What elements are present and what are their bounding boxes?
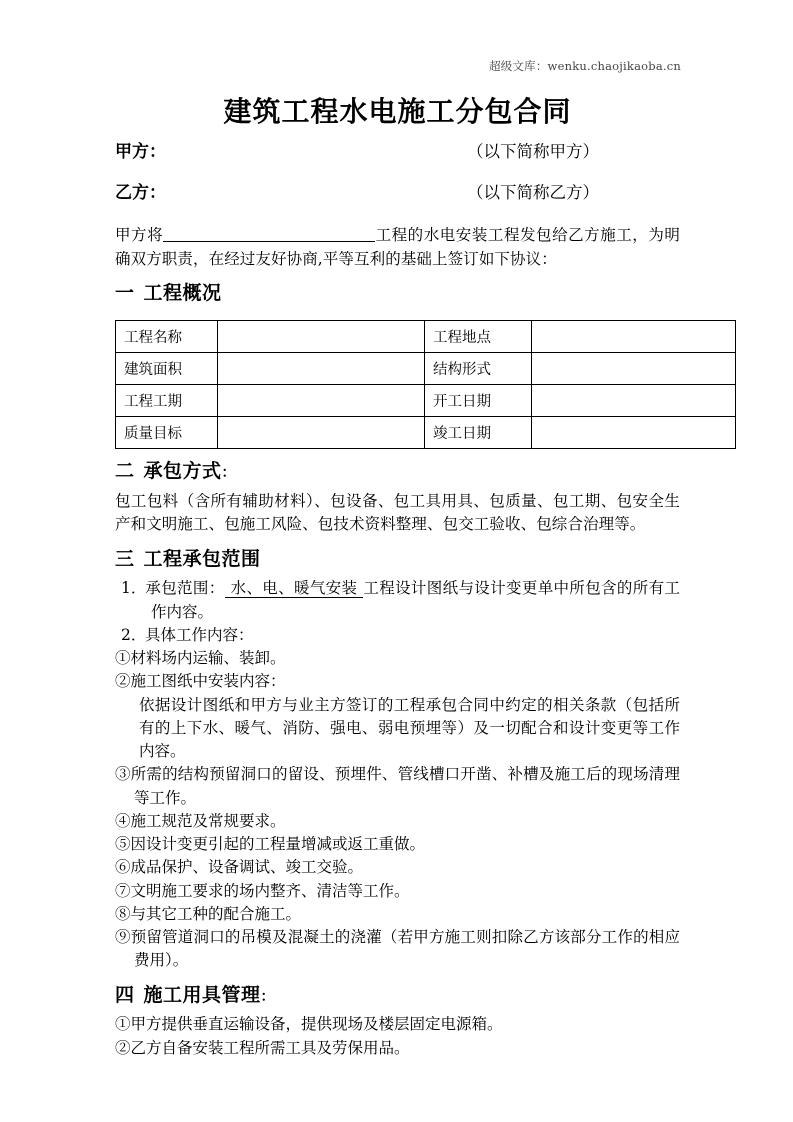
cell-value-project-name[interactable]	[218, 320, 425, 352]
list-item	[115, 1013, 680, 1036]
section4-circled-text-2: 乙方自备安装工程所需工具及劳保用品。	[130, 1038, 410, 1057]
circled-text-6: 成品保护、设备调试、竣工交验。	[130, 858, 364, 877]
site-credit-watermark: 超级文库：wenku.chaojikaoba.cn	[489, 59, 681, 73]
circled-marker-7: ⑦	[115, 881, 131, 900]
list-item	[115, 810, 680, 833]
table-row	[116, 416, 736, 448]
circled-text-1: 材料场内运输、装卸。	[130, 649, 286, 668]
section-heading-2	[115, 459, 680, 484]
cell-value-project-location[interactable]	[532, 320, 736, 352]
list-item	[115, 833, 680, 856]
section-heading-4	[115, 983, 680, 1008]
circled-marker-3: ③	[115, 765, 131, 784]
intro-suffix: 工程的水电安装工程发包给乙方施工，为明确双方职责，在经过友好协商,平等互利的基础上签订如下协议：	[115, 226, 680, 268]
item-marker-2: 2．	[121, 625, 147, 644]
cell-label-structure-type: 结构形式	[425, 352, 532, 384]
party-a-label: 甲方：	[115, 142, 166, 163]
circled-text-8: 与其它工种的配合施工。	[130, 904, 302, 923]
list-item	[115, 856, 680, 879]
cell-value-structure-type[interactable]	[532, 352, 736, 384]
circled-marker-9: ⑨	[115, 928, 131, 947]
circled-text-7: 文明施工要求的场内整齐、清洁等工作。	[130, 881, 410, 900]
section4-circled-marker-1: ①	[115, 1015, 131, 1034]
party-row-a	[115, 142, 680, 169]
cell-value-quality-goal[interactable]	[218, 416, 425, 448]
section-2-title: 承包方式	[143, 459, 222, 482]
list-item	[115, 880, 680, 903]
item-marker-1: 1．	[121, 579, 147, 598]
list-item	[115, 577, 680, 624]
table-row	[116, 320, 736, 352]
cell-label-project-location: 工程地点	[425, 320, 532, 352]
cell-value-start-date[interactable]	[532, 384, 736, 416]
circled-marker-1: ①	[115, 649, 131, 668]
scope-underlined-value[interactable]: 水、电、暖气安装	[225, 579, 364, 598]
cell-value-completion-date[interactable]	[532, 416, 736, 448]
circled-text-4: 施工规范及常规要求。	[130, 811, 286, 830]
party-b-alias: （以下简称乙方）	[467, 183, 599, 203]
section-2-paragraph: 包工包料（含所有辅助材料）、包设备、包工具用具、包质量、包工期、包安全生产和文明施工、包施工风险、包技术资料整理、包交工验收、包综合治理等。	[115, 491, 680, 534]
list-item	[115, 647, 680, 670]
list-item	[115, 903, 680, 926]
document-body	[115, 96, 680, 1060]
section4-circled-marker-2: ②	[115, 1038, 131, 1057]
cell-label-duration: 工程工期	[116, 384, 218, 416]
project-overview-table	[115, 320, 736, 449]
section-1-number: 一	[115, 282, 135, 305]
party-a-alias: （以下简称甲方）	[467, 142, 599, 162]
cell-label-building-area: 建筑面积	[116, 352, 218, 384]
circled-text-9: 预留管道洞口的吊模及混凝土的浇灌（若甲方施工则扣除乙方该部分工作的相应费用）。	[130, 928, 680, 970]
item-2-lead: 具体工作内容：	[145, 625, 254, 644]
list-item	[115, 763, 680, 810]
circled-marker-6: ⑥	[115, 858, 131, 877]
circled-text-5: 因设计变更引起的工程量增减或返工重做。	[130, 835, 426, 854]
section4-circled-text-1: 甲方提供垂直运输设备，提供现场及楼层固定电源箱。	[130, 1015, 503, 1034]
list-item	[115, 624, 680, 647]
circled-marker-2: ②	[115, 672, 131, 691]
party-b-label: 乙方：	[115, 183, 166, 204]
circled-marker-5: ⑤	[115, 835, 131, 854]
cell-value-building-area[interactable]	[218, 352, 425, 384]
item-1-lead: 承包范围：	[145, 579, 225, 598]
section-heading-3	[115, 547, 680, 572]
party-row-b	[115, 183, 680, 210]
project-name-blank[interactable]	[163, 226, 375, 243]
circled-text-3: 所需的结构预留洞口的留设、预埋件、管线槽口开凿、补槽及施工后的现场清理等工作。	[130, 765, 680, 807]
table-row	[116, 352, 736, 384]
cell-label-completion-date: 竣工日期	[425, 416, 532, 448]
cell-label-start-date: 开工日期	[425, 384, 532, 416]
list-item	[115, 926, 680, 973]
circled-marker-8: ⑧	[115, 904, 131, 923]
table-row	[116, 384, 736, 416]
intro-paragraph	[115, 224, 680, 271]
cell-label-project-name: 工程名称	[116, 320, 218, 352]
section-4-number: 四	[115, 983, 135, 1006]
cell-label-quality-goal: 质量目标	[116, 416, 218, 448]
intro-prefix: 甲方将	[115, 226, 164, 245]
section-1-title: 工程概况	[143, 282, 222, 305]
page-title: 建筑工程水电施工分包合同	[223, 95, 572, 128]
section-2-number: 二	[115, 459, 135, 482]
party-a-input[interactable]	[177, 142, 459, 167]
section-4-suffix: ：	[260, 988, 276, 1005]
cell-value-duration[interactable]	[218, 384, 425, 416]
section-heading-1	[115, 281, 680, 306]
list-item	[115, 1037, 680, 1060]
section-3-number: 三	[115, 547, 135, 570]
circled-marker-4: ④	[115, 811, 131, 830]
party-b-input[interactable]	[177, 183, 459, 208]
section-4-title: 施工用具管理	[143, 983, 261, 1006]
circled-text-2: 施工图纸中安装内容：	[130, 672, 286, 691]
section-3-title: 工程承包范围	[143, 547, 261, 570]
item-1-tail: 工程设计图纸与设计变更单中所包含的所有工作内容。	[151, 579, 680, 621]
list-item-sub: 依据设计图纸和甲方与业主方签订的工程承包合同中约定的相关条款（包括所有的上下水、暖气、消防、强电、弱电预埋等）及一切配合和设计变更等工作内容。	[139, 695, 680, 761]
list-item	[115, 670, 680, 693]
section-2-suffix: ：	[221, 464, 237, 481]
